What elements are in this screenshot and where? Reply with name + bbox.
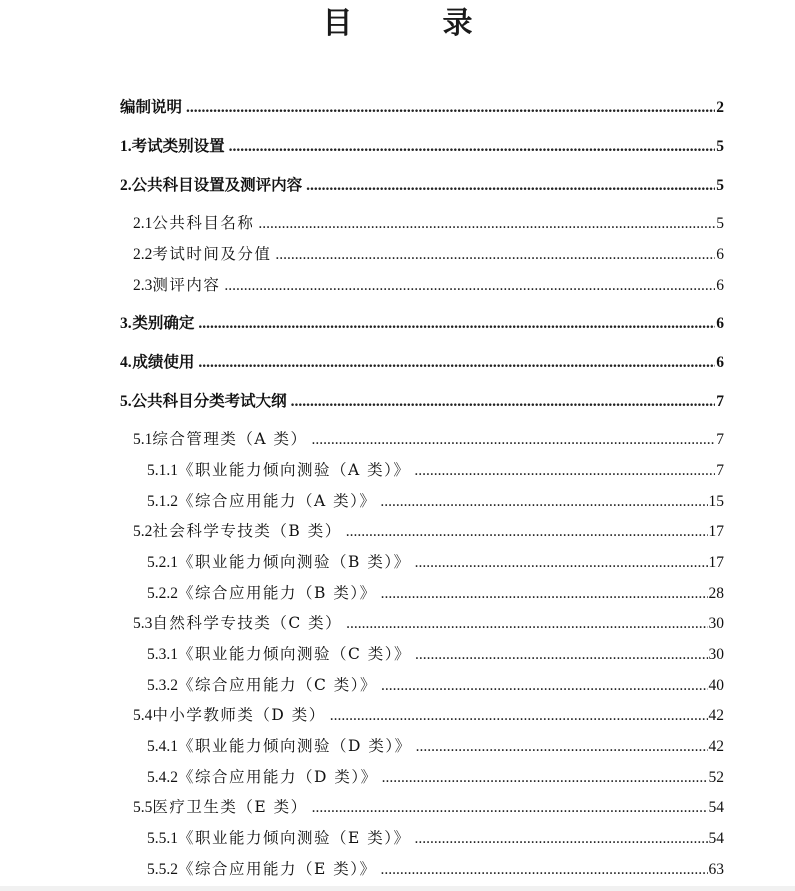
- toc-dot-leader: [258, 213, 715, 235]
- toc-entry-label: 《职业能力倾向测验（E 类）》: [178, 829, 411, 847]
- toc-entry-page-number: 42: [708, 707, 724, 724]
- toc-entry-number: 5.2.1: [147, 554, 178, 571]
- toc-entry-number: 5.4.1: [147, 738, 178, 755]
- toc-entry-label: 《综合应用能力（C 类）》: [178, 676, 378, 694]
- toc-dot-leader: [186, 97, 715, 119]
- toc-dot-leader: [229, 136, 716, 158]
- toc-entry-page-number: 42: [708, 738, 724, 755]
- toc-dot-leader: [312, 797, 708, 819]
- toc-entry-page-number: 6: [716, 354, 724, 371]
- toc-entry-number: 5.4.2: [147, 769, 178, 786]
- toc-entry-number: 5.4: [133, 707, 153, 724]
- toc-entry-label: 《综合应用能力（B 类）》: [178, 584, 377, 602]
- toc-dot-leader: [306, 175, 715, 197]
- toc-entry-number: 5.5.1: [147, 830, 178, 847]
- toc-dot-leader: [330, 705, 708, 727]
- toc-entry-page-number: 30: [708, 646, 724, 663]
- toc-entry-label: 《职业能力倾向测验（C 类）》: [178, 645, 412, 663]
- toc-dot-leader: [381, 859, 708, 881]
- toc-entry[interactable]: [147, 858, 724, 880]
- toc-entry-number: 4.: [120, 354, 132, 371]
- toc-entry-page-number: 7: [716, 431, 724, 448]
- toc-entry-page-number: 6: [716, 277, 724, 294]
- page-title: [0, 4, 795, 44]
- toc-entry-page-number: 6: [716, 246, 724, 263]
- toc-entry-label: 公共科目分类考试大纲: [131, 391, 287, 410]
- toc-entry-page-number: 7: [716, 393, 724, 410]
- toc-entry-page-number: 40: [708, 677, 724, 694]
- toc-entry[interactable]: [133, 612, 724, 634]
- toc-entry-number: 5.5: [133, 799, 153, 816]
- toc-entry-number: 2.3: [133, 277, 153, 294]
- toc-entry-number: 5.: [120, 393, 132, 410]
- toc-entry-page-number: 6: [716, 315, 724, 332]
- toc-dot-leader: [415, 552, 708, 574]
- toc-dot-leader: [346, 521, 708, 543]
- toc-entry-number: 2.: [120, 177, 132, 194]
- title-char-left: 目: [322, 6, 353, 41]
- toc-entry-number: 5.3.2: [147, 677, 178, 694]
- page-bottom-edge: [0, 886, 795, 891]
- toc-entry-label: 编制说明: [120, 97, 183, 116]
- toc-entry-page-number: 17: [708, 523, 724, 540]
- toc-dot-leader: [415, 644, 707, 666]
- toc-entry-page-number: 7: [716, 462, 724, 479]
- toc-entry-number: 2.2: [133, 246, 153, 263]
- toc-dot-leader: [381, 675, 707, 697]
- toc-entry[interactable]: [147, 490, 724, 512]
- toc-dot-leader: [224, 275, 715, 297]
- toc-dot-leader: [414, 460, 715, 482]
- toc-entry-label: 考试时间及分值: [152, 245, 272, 263]
- toc-entry-page-number: 5: [716, 138, 724, 155]
- toc-entry[interactable]: [147, 582, 724, 604]
- toc-entry[interactable]: [120, 135, 724, 157]
- toc-entry-page-number: 17: [708, 554, 724, 571]
- toc-dot-leader: [198, 313, 715, 335]
- toc-entry-number: 1.: [120, 138, 132, 155]
- toc-entry[interactable]: [147, 643, 724, 665]
- toc-entry-page-number: 52: [708, 769, 724, 786]
- toc-dot-leader: [380, 491, 707, 513]
- toc-dot-leader: [346, 613, 707, 635]
- toc-entry-number: 5.5.2: [147, 861, 178, 878]
- toc-entry[interactable]: [133, 704, 724, 726]
- toc-dot-leader: [275, 244, 715, 266]
- toc-entry-label: 《综合应用能力（D 类）》: [178, 768, 378, 786]
- toc-dot-leader: [312, 429, 716, 451]
- toc-entry-number: 5.2: [133, 523, 153, 540]
- toc-entry-page-number: 28: [708, 585, 724, 602]
- toc-entry-page-number: 5: [716, 215, 724, 232]
- toc-entry-number: 5.1: [133, 431, 153, 448]
- toc-entry[interactable]: [147, 735, 724, 757]
- toc-entry-number: 5.2.2: [147, 585, 178, 602]
- toc-dot-leader: [415, 828, 708, 850]
- toc-entry-label: 中小学教师类（D 类）: [152, 706, 326, 724]
- toc-entry-label: 医疗卫生类（E 类）: [152, 798, 308, 816]
- toc-entry[interactable]: [120, 312, 724, 334]
- toc-entry[interactable]: [133, 796, 724, 818]
- toc-entry-label: 《职业能力倾向测验（B 类）》: [178, 553, 411, 571]
- toc-entry[interactable]: [133, 243, 724, 265]
- toc-entry[interactable]: [120, 96, 724, 118]
- toc-entry[interactable]: [120, 351, 724, 373]
- toc-entry-page-number: 54: [708, 799, 724, 816]
- toc-entry[interactable]: [147, 766, 724, 788]
- toc-entry-page-number: 30: [708, 615, 724, 632]
- toc-entry[interactable]: [133, 520, 724, 542]
- toc-entry-label: 《职业能力倾向测验（D 类）》: [178, 737, 412, 755]
- toc-entry-label: 公共科目名称: [152, 214, 255, 232]
- toc-entry-label: 类别确定: [132, 313, 195, 332]
- toc-entry-label: 社会科学专技类（B 类）: [152, 522, 342, 540]
- toc-entry-page-number: 2: [716, 99, 724, 116]
- toc-entry-page-number: 63: [708, 861, 724, 878]
- toc-entry-label: 自然科学专技类（C 类）: [152, 614, 343, 632]
- toc-entry-number: 5.3: [133, 615, 153, 632]
- toc-entry-number: 5.1.2: [147, 493, 178, 510]
- toc-entry-label: 测评内容: [152, 276, 221, 294]
- toc-entry[interactable]: [147, 551, 724, 573]
- toc-dot-leader: [291, 391, 716, 413]
- toc-entry[interactable]: [133, 212, 724, 234]
- toc-entry-page-number: 5: [716, 177, 724, 194]
- toc-entry-label: 综合管理类（A 类）: [152, 430, 308, 448]
- toc-entry[interactable]: [133, 428, 724, 450]
- toc-entry-label: 《综合应用能力（E 类）》: [178, 860, 377, 878]
- toc-entry-label: 成绩使用: [132, 352, 195, 371]
- toc-entry-page-number: 54: [708, 830, 724, 847]
- toc-entry[interactable]: [120, 390, 724, 412]
- toc-entry-label: 《综合应用能力（A 类）》: [178, 492, 377, 510]
- toc-entry-number: 5.3.1: [147, 646, 178, 663]
- toc-entry[interactable]: [133, 274, 724, 296]
- toc-entry[interactable]: [147, 674, 724, 696]
- title-char-right: 录: [442, 6, 473, 41]
- toc-entry-label: 公共科目设置及测评内容: [131, 175, 303, 194]
- toc-entry-number: 3.: [120, 315, 132, 332]
- toc-entry[interactable]: [147, 827, 724, 849]
- toc-dot-leader: [382, 767, 708, 789]
- toc-entry-label: 《职业能力倾向测验（A 类）》: [178, 461, 411, 479]
- toc-dot-leader: [198, 352, 715, 374]
- toc-entry-number: 5.1.1: [147, 462, 178, 479]
- toc-entry-label: 考试类别设置: [131, 136, 225, 155]
- toc-entry-number: 2.1: [133, 215, 153, 232]
- toc-entry-page-number: 15: [708, 493, 724, 510]
- toc-dot-leader: [381, 583, 708, 605]
- toc-dot-leader: [416, 736, 708, 758]
- toc-entry[interactable]: [120, 174, 724, 196]
- toc-entry[interactable]: [147, 459, 724, 481]
